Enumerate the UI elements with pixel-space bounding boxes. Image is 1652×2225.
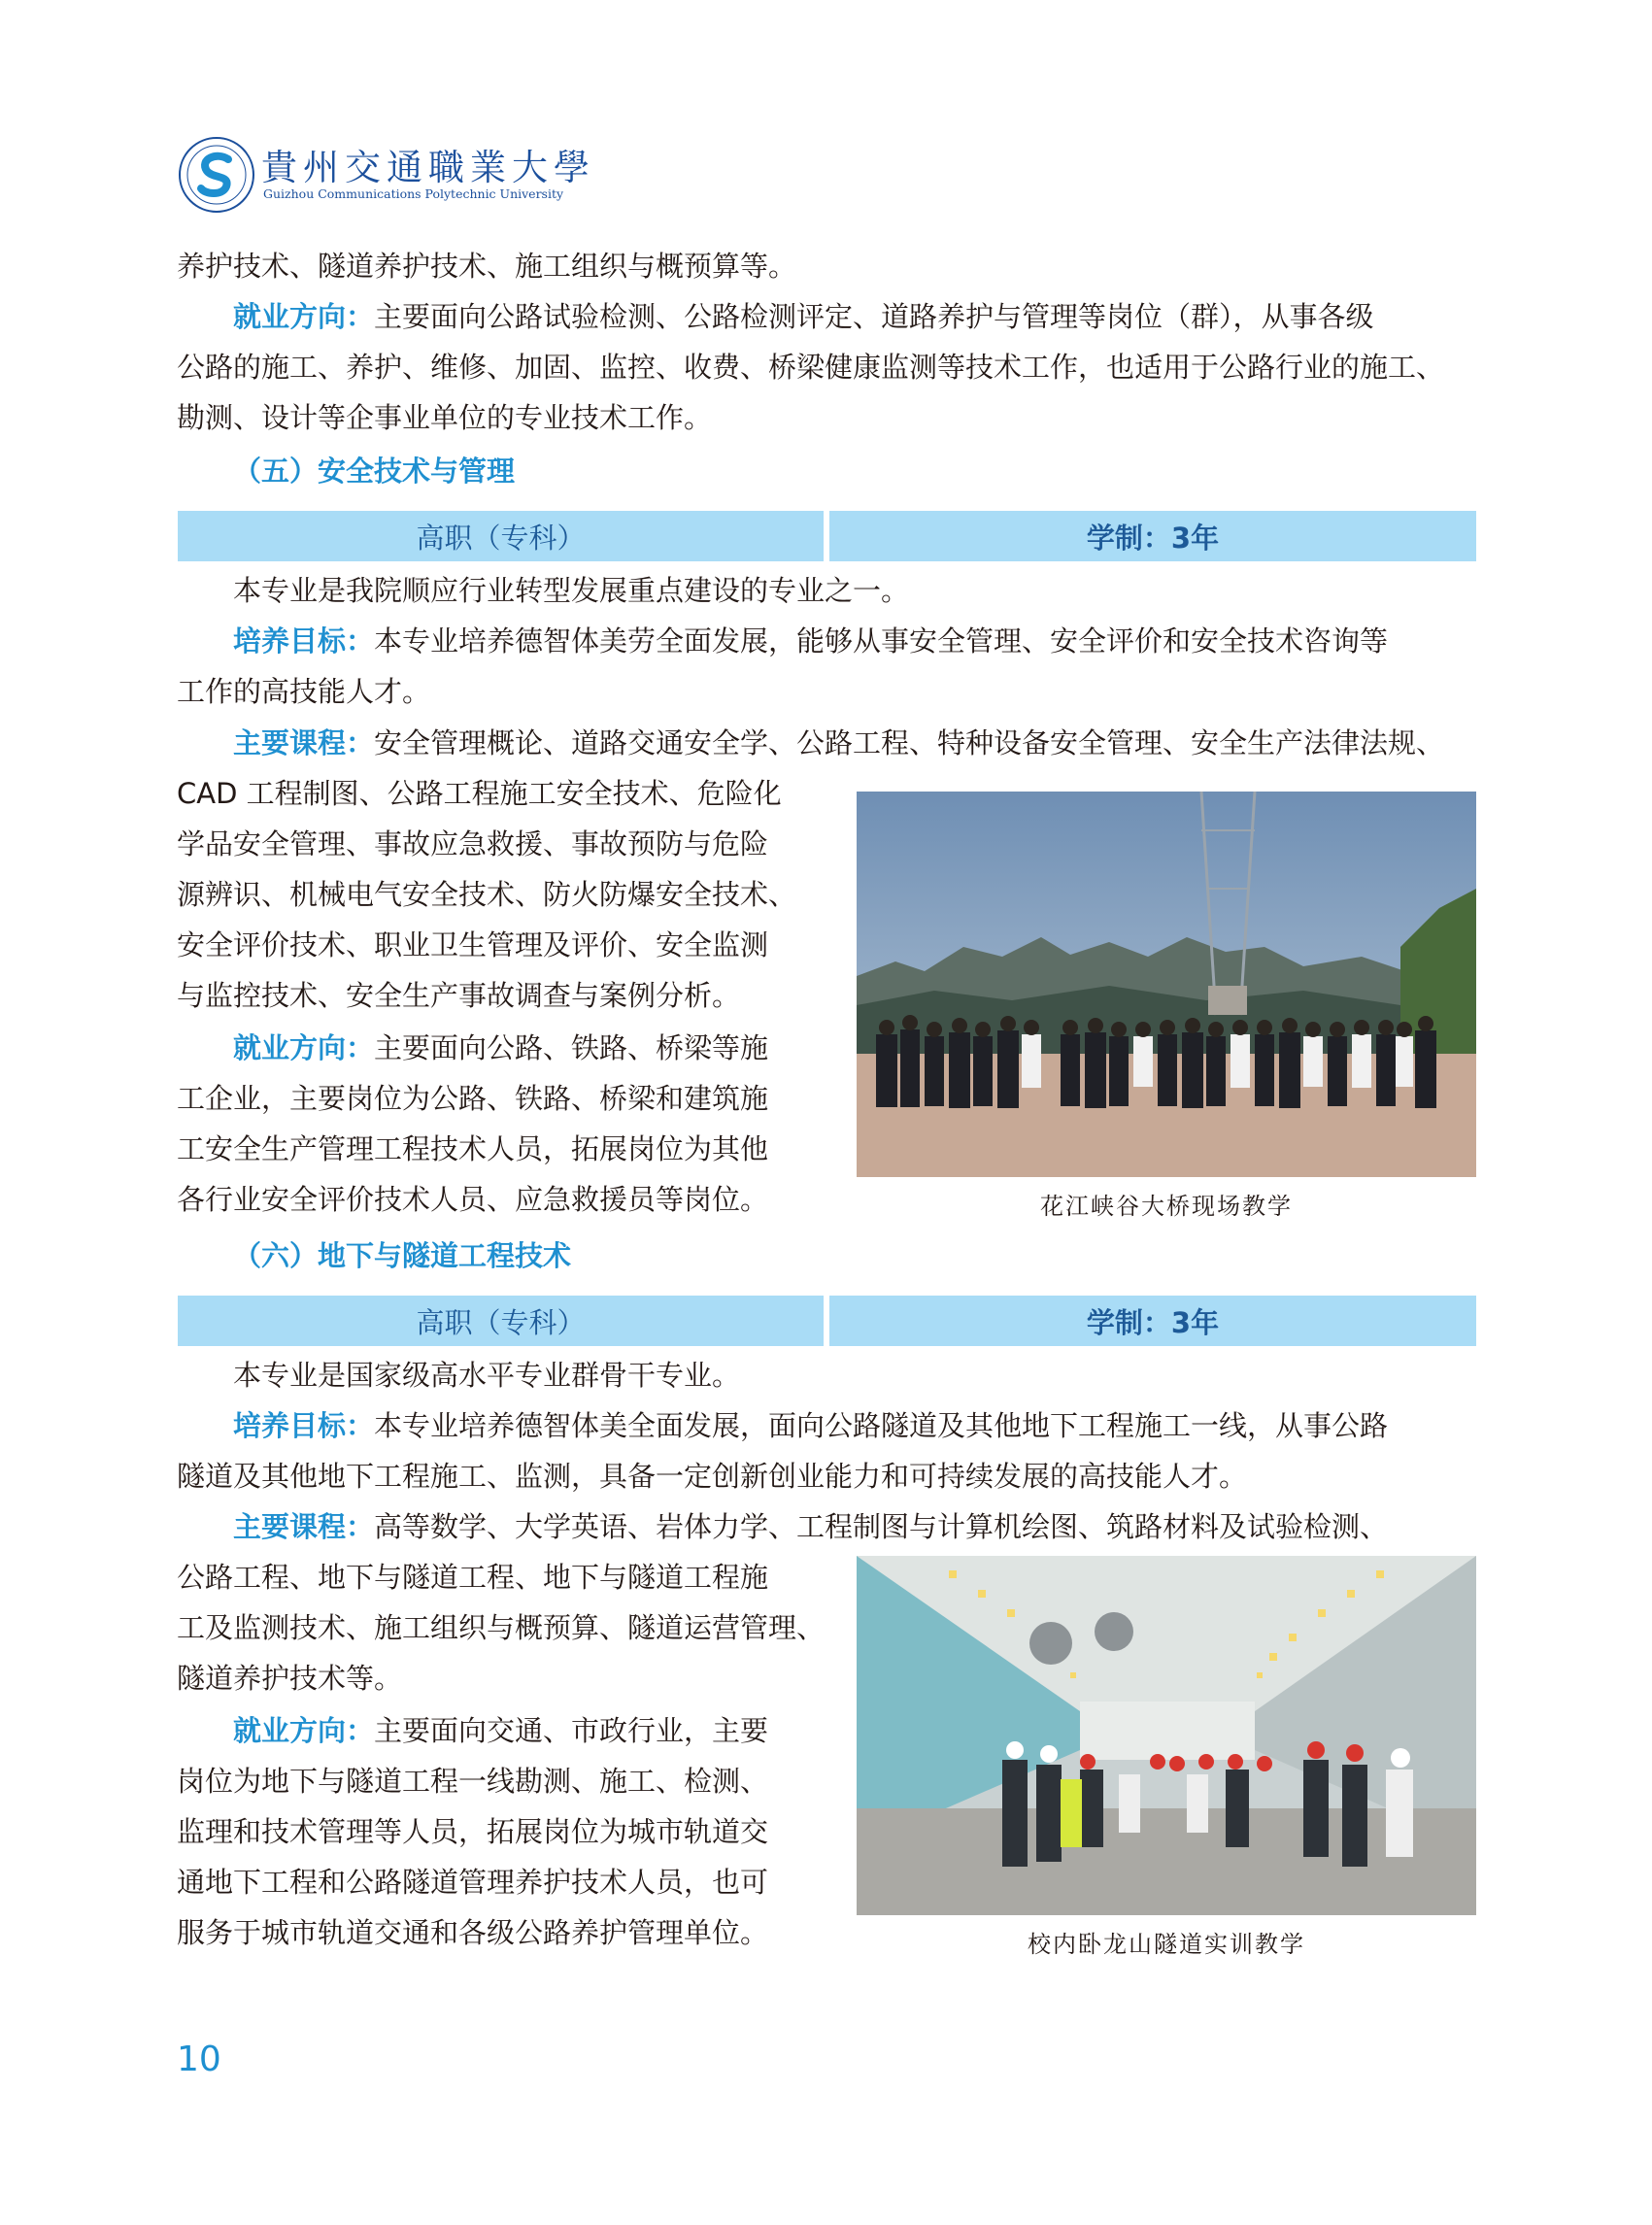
photo-caption: 花江峡谷大桥现场教学: [1040, 1193, 1293, 1220]
program-duration: 学制：3年: [829, 1296, 1476, 1346]
paragraph-line: 工安全生产管理工程技术人员，拓展岗位为其他: [177, 1132, 769, 1165]
university-emblem-icon: [178, 136, 255, 214]
photo-caption: 校内卧龙山隧道实训教学: [1028, 1931, 1305, 1958]
program-level: 高职（专科）: [178, 1296, 824, 1346]
course-label: 主要课程：: [233, 726, 375, 759]
bridge-site-photo: [857, 792, 1476, 1177]
paragraph-line: 隧道及其他地下工程施工、监测，具备一定创新创业能力和可持续发展的高技能人才。: [177, 1460, 1248, 1493]
paragraph-line: 工企业，主要岗位为公路、铁路、桥梁和建筑施: [177, 1082, 769, 1115]
page-number: 10: [177, 2040, 221, 2079]
goal-paragraph: 培养目标：本专业培养德智体美全面发展，面向公路隧道及其他地下工程施工一线，从事公路: [233, 1409, 1389, 1442]
program-info-band: [178, 1296, 1476, 1346]
paragraph-line: 隧道养护技术等。: [177, 1662, 403, 1695]
employment-paragraph: 就业方向：主要面向公路试验检测、公路检测评定、道路养护与管理等岗位（群），从事各级: [233, 300, 1374, 333]
program-intro: 本专业是国家级高水平专业群骨干专业。: [233, 1359, 741, 1392]
goal-label: 培养目标：: [233, 624, 375, 657]
paragraph-line: 工及监测技术、施工组织与概预算、隧道运营管理、: [177, 1611, 826, 1644]
tunnel-training-photo: [857, 1556, 1476, 1915]
employment-label: 就业方向：: [233, 1031, 375, 1064]
program-level: 高职（专科）: [178, 511, 824, 561]
paragraph-line: 源辨识、机械电气安全技术、防火防爆安全技术、: [177, 878, 797, 911]
paragraph-line: CAD 工程制图、公路工程施工安全技术、危险化: [177, 777, 782, 810]
course-paragraph: 主要课程：安全管理概论、道路交通安全学、公路工程、特种设备安全管理、安全生产法律法规、: [233, 726, 1445, 759]
university-logo: [178, 136, 595, 214]
employment-label: 就业方向：: [233, 300, 375, 333]
employment-paragraph: 就业方向：主要面向交通、市政行业，主要: [233, 1714, 769, 1747]
program-intro: 本专业是我院顺应行业转型发展重点建设的专业之一。: [233, 574, 910, 607]
paragraph-line: 各行业安全评价技术人员、应急救援员等岗位。: [177, 1183, 769, 1216]
course-label: 主要课程：: [233, 1510, 375, 1543]
section-title: （六）地下与隧道工程技术: [233, 1239, 572, 1272]
paragraph-line: 工作的高技能人才。: [177, 675, 431, 708]
paragraph-line: 与监控技术、安全生产事故调查与案例分析。: [177, 979, 741, 1012]
paragraph-line: 养护技术、隧道养护技术、施工组织与概预算等。: [177, 250, 797, 283]
program-duration: 学制：3年: [829, 511, 1476, 561]
paragraph-line: 监理和技术管理等人员，拓展岗位为城市轨道交: [177, 1815, 769, 1848]
employment-label: 就业方向：: [233, 1714, 375, 1747]
employment-paragraph: 就业方向：主要面向公路、铁路、桥梁等施: [233, 1031, 769, 1064]
paragraph-line: 安全评价技术、职业卫生管理及评价、安全监测: [177, 928, 769, 961]
course-paragraph: 主要课程：高等数学、大学英语、岩体力学、工程制图与计算机绘图、筑路材料及试验检测、: [233, 1510, 1389, 1543]
section-title: （五）安全技术与管理: [233, 455, 516, 488]
university-name-en: Guizhou Communications Polytechnic University: [263, 186, 564, 201]
goal-paragraph: 培养目标：本专业培养德智体美劳全面发展，能够从事安全管理、安全评价和安全技术咨询等: [233, 624, 1389, 657]
paragraph-line: 公路的施工、养护、维修、加固、监控、收费、桥梁健康监测等技术工作，也适用于公路行业的施工、: [177, 351, 1445, 384]
paragraph-line: 勘测、设计等企事业单位的专业技术工作。: [177, 401, 713, 434]
paragraph-line: 通地下工程和公路隧道管理养护技术人员，也可: [177, 1866, 769, 1899]
goal-label: 培养目标：: [233, 1409, 375, 1442]
program-info-band: [178, 511, 1476, 561]
paragraph-line: 公路工程、地下与隧道工程、地下与隧道工程施: [177, 1561, 769, 1594]
university-name-cn: 貴州交通職業大學: [261, 147, 595, 188]
paragraph-line: 学品安全管理、事故应急救援、事故预防与危险: [177, 827, 769, 860]
paragraph-line: 服务于城市轨道交通和各级公路养护管理单位。: [177, 1916, 769, 1949]
paragraph-line: 岗位为地下与隧道工程一线勘测、施工、检测、: [177, 1765, 769, 1798]
